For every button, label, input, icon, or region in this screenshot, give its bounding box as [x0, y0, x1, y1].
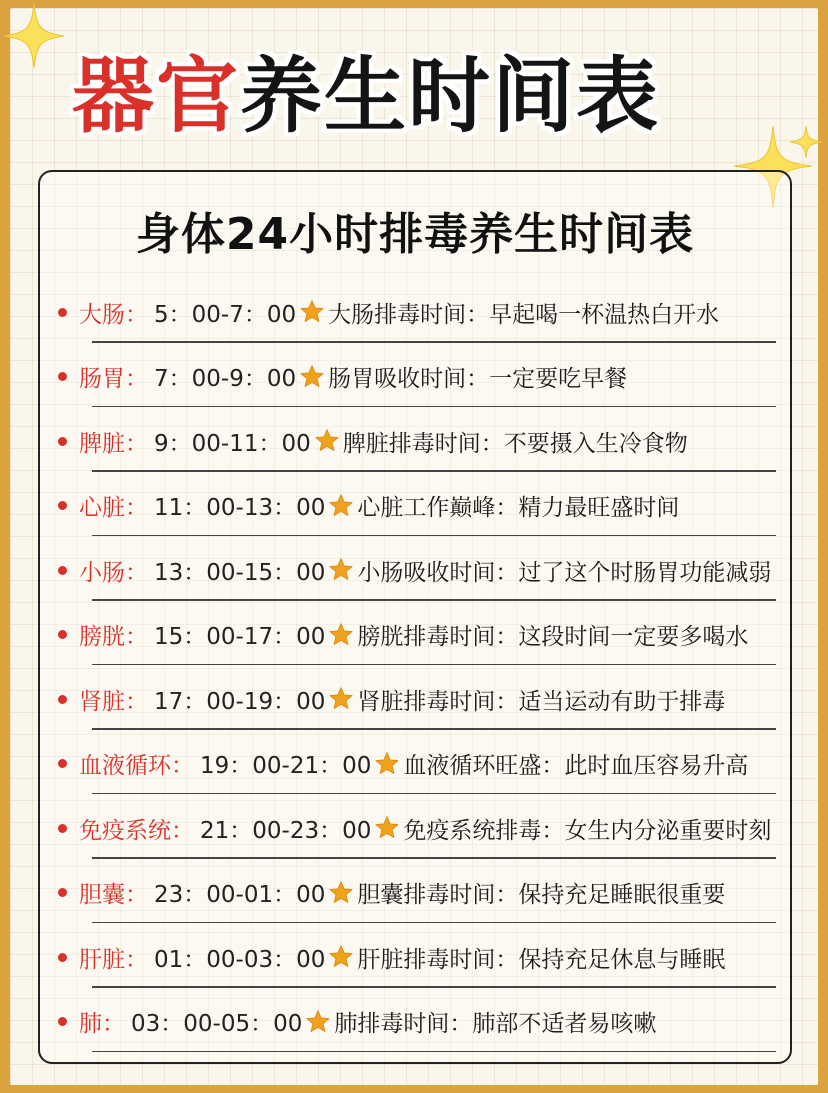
star-icon [328, 493, 354, 519]
bullet-icon [58, 566, 67, 575]
schedule-card [38, 170, 792, 1064]
organ-label: 小肠： [79, 559, 148, 586]
bullet-icon [58, 759, 67, 768]
bullet-icon [58, 437, 67, 446]
list-item [54, 732, 774, 797]
description: 小肠吸收时间：过了这个时肠胃功能减弱 [357, 559, 772, 586]
list-item [54, 409, 774, 474]
description: 肝脏排毒时间：保持充足休息与睡眠 [357, 946, 726, 973]
description: 大肠排毒时间：早起喝一杯温热白开水 [328, 301, 720, 328]
star-icon [374, 751, 400, 777]
organ-label: 大肠： [79, 301, 148, 328]
bullet-icon [58, 953, 67, 962]
bullet-icon [58, 501, 67, 510]
time-range: 21：00-23：00 [200, 817, 372, 844]
star-icon [374, 815, 400, 841]
list-item [54, 538, 774, 603]
organ-label: 胆囊： [79, 882, 148, 909]
star-icon [328, 622, 354, 648]
schedule-list [54, 280, 774, 1054]
description: 脾脏排毒时间：不要摄入生冷食物 [342, 430, 688, 457]
star-icon [299, 299, 325, 325]
time-range: 5：00-7：00 [154, 301, 297, 328]
time-range: 17：00-19：00 [154, 688, 326, 715]
title-highlight: 器官 [72, 49, 241, 144]
list-item [54, 345, 774, 410]
organ-label: 肝脏： [79, 946, 148, 973]
organ-label: 血液循环： [79, 753, 194, 780]
time-range: 15：00-17：00 [154, 624, 326, 651]
description: 胆囊排毒时间：保持充足睡眠很重要 [357, 882, 726, 909]
time-range: 19：00-21：00 [200, 753, 372, 780]
time-range: 23：00-01：00 [154, 882, 326, 909]
description: 肺排毒时间：肺部不适者易咳嗽 [334, 1011, 657, 1038]
time-range: 01：00-03：00 [154, 946, 326, 973]
star-icon [328, 880, 354, 906]
list-item [54, 925, 774, 990]
description: 免疫系统排毒：女生内分泌重要时刻 [403, 817, 772, 844]
list-item [54, 603, 774, 668]
sparkle-icon [788, 124, 824, 160]
page-title [72, 42, 772, 152]
bullet-icon [58, 372, 67, 381]
description: 肠胃吸收时间：一定要吃早餐 [328, 366, 628, 393]
star-icon [305, 1009, 331, 1035]
star-icon [299, 364, 325, 390]
star-icon [328, 686, 354, 712]
card-title: 身体24小时排毒养生时间表 [135, 209, 695, 260]
bullet-icon [58, 630, 67, 639]
list-item [54, 796, 774, 861]
star-icon [328, 557, 354, 583]
list-item [54, 667, 774, 732]
list-item [54, 280, 774, 345]
time-range: 9：00-11：00 [154, 430, 311, 457]
list-item [54, 474, 774, 539]
bullet-icon [58, 308, 67, 317]
description: 膀胱排毒时间：这段时间一定要多喝水 [357, 624, 749, 651]
bullet-icon [58, 1017, 67, 1026]
list-item [54, 861, 774, 926]
bullet-icon [58, 824, 67, 833]
time-range: 13：00-15：00 [154, 559, 326, 586]
time-range: 11：00-13：00 [154, 495, 326, 522]
star-icon [314, 428, 340, 454]
list-item [54, 990, 774, 1055]
organ-label: 肠胃： [79, 366, 148, 393]
organ-label: 心脏： [79, 495, 148, 522]
bullet-icon [58, 888, 67, 897]
star-icon [328, 944, 354, 970]
time-range: 03：00-05：00 [131, 1011, 303, 1038]
description: 肾脏排毒时间：适当运动有助于排毒 [357, 688, 726, 715]
title-rest: 养生时间表 [240, 49, 661, 144]
description: 心脏工作巅峰：精力最旺盛时间 [357, 495, 680, 522]
organ-label: 免疫系统： [79, 817, 194, 844]
organ-label: 膀胱： [79, 624, 148, 651]
organ-label: 脾脏： [79, 430, 148, 457]
description: 血液循环旺盛：此时血压容易升高 [403, 753, 749, 780]
sparkle-icon [0, 0, 80, 80]
bullet-icon [58, 695, 67, 704]
organ-label: 肺： [79, 1011, 125, 1038]
organ-label: 肾脏： [79, 688, 148, 715]
time-range: 7：00-9：00 [154, 366, 297, 393]
